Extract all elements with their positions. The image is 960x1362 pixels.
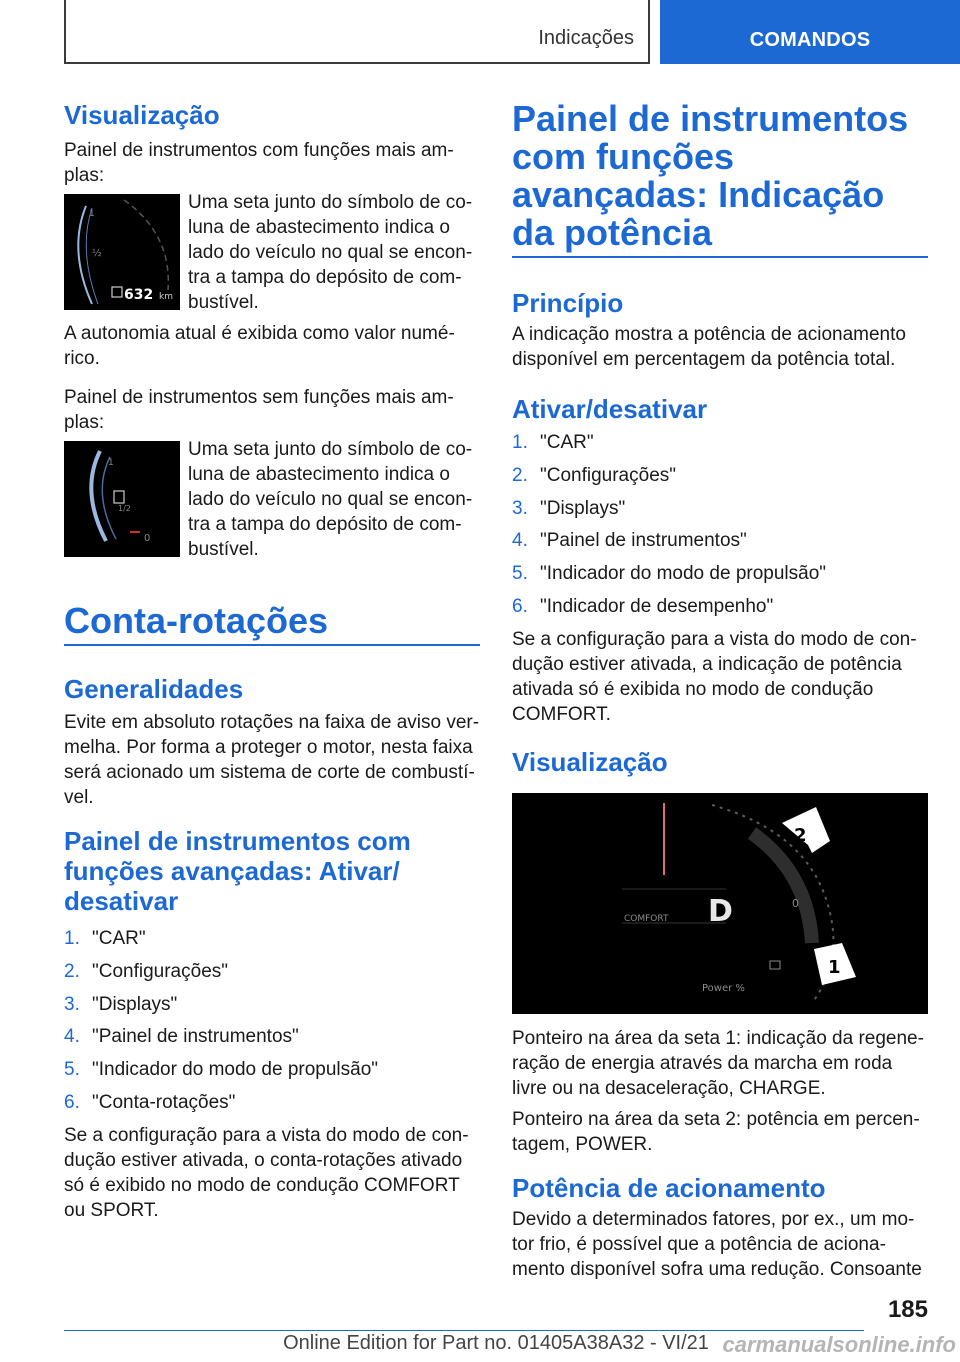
svg-text:Power %: Power % (702, 982, 745, 994)
footer-rule (64, 1330, 864, 1331)
power-display-image (512, 793, 928, 1014)
svg-text:½: ½ (92, 248, 102, 259)
steps-list-right (512, 430, 928, 619)
svg-text:2: 2 (794, 824, 807, 846)
basic-figure-caption: Uma seta junto do símbolo de co-luna de abastecimento indica o lado do veículo no qual se encon-tra a tampa do depósito de com-bustível. (188, 439, 473, 560)
range-text: A autonomia atual é exibida como valor numé-rico. (64, 323, 455, 369)
svg-text:0: 0 (144, 533, 151, 544)
note-right: Se a configuração para a vista do modo de con-dução estiver ativada, a indicação de potência ativada só é exibida no modo de condução COMFORT. (512, 628, 917, 725)
general-text: Evite em absoluto rotações na faixa de aviso ver-melha. Por forma a proteger o motor, nesta faixa será acionado um sistema de corte de combustí-vel. (64, 712, 480, 808)
basic-intro: Painel de instrumentos sem funções mais am-plas: (64, 387, 454, 433)
list-item: 6. "Conta-rotações" (64, 1091, 236, 1113)
list-item: 2. "Configurações" (512, 464, 677, 486)
arrow2-text: Ponteiro na área da seta 2: potência em percen-tagem, POWER. (512, 1108, 920, 1155)
basic-cluster-image (64, 441, 180, 557)
drive-text: Devido a determinados fatores, por ex., um mo-tor frio, é possível que a potência de aciona-mento disponível sofra uma redução. Consoante (512, 1208, 922, 1280)
steps-list-left (64, 926, 480, 1115)
drive-heading: Potência de acionamento (512, 1172, 826, 1203)
note-left: Se a configuração para a vista do modo de con-dução estiver ativada, o conta-rotações ativado só é exibido no modo de condução COMFORT ou SPORT. (64, 1124, 469, 1221)
chapter-tab (660, 0, 960, 64)
svg-text:D: D (708, 893, 733, 929)
advanced-cluster-image (64, 194, 180, 310)
chapter-title: COMANDOS (749, 29, 871, 51)
advanced-figure-caption: Uma seta junto do símbolo de co-luna de abastecimento indica o lado do veículo no qual se encon-tra a tampa do depósito de com-bustível. (188, 192, 473, 313)
section-box (64, 0, 650, 64)
svg-text:1: 1 (828, 956, 841, 978)
general-heading: Generalidades (64, 674, 244, 704)
page-number: 185 (887, 1296, 928, 1323)
svg-text:km: km (159, 292, 173, 302)
list-item: 4. "Painel de instrumentos" (512, 530, 747, 552)
advanced-cluster-figure (64, 194, 480, 315)
principle-text: A indicação mostra a potência de acionamento disponível em percentagem da potência total. (512, 324, 906, 370)
list-item: 1. "CAR" (512, 432, 594, 453)
svg-text:632: 632 (124, 287, 154, 303)
svg-text:0: 0 (792, 896, 799, 910)
list-item: 5. "Indicador do modo de propulsão" (512, 563, 827, 585)
arrow1-text: Ponteiro na área da seta 1: indicação da regene-ração de energia através da marcha em roda livre ou na desaceleração, CHARGE. (512, 1027, 924, 1099)
basic-cluster-figure (64, 441, 480, 562)
page-header (0, 0, 960, 66)
svg-text:1: 1 (108, 458, 114, 468)
power-heading: Painel de instrumentos com funções avançadas: Indicação da potência (512, 100, 928, 258)
left-column (64, 100, 480, 1223)
activate-heading-left: Painel de instrumentos com funções avançadas: Ativar/ desativar (64, 826, 411, 916)
list-item: 1. "CAR" (64, 928, 146, 949)
activate-heading-right: Ativar/desativar (512, 394, 708, 424)
list-item: 5. "Indicador do modo de propulsão" (64, 1059, 379, 1081)
list-item: 3. "Displays" (512, 497, 626, 519)
right-column (512, 100, 928, 1282)
list-item: 6. "Indicador de desempenho" (512, 595, 774, 617)
visual-heading-right: Visualização (512, 746, 668, 777)
svg-text:1: 1 (89, 209, 95, 219)
principle-heading: Princípio (512, 288, 624, 318)
section-title: Indicações (538, 27, 634, 49)
svg-text:1/2: 1/2 (118, 504, 131, 513)
advanced-intro: Painel de instrumentos com funções mais am-plas: (64, 140, 454, 186)
watermark: carmanualsonline.info (722, 1332, 956, 1357)
list-item: 2. "Configurações" (64, 960, 229, 982)
list-item: 3. "Displays" (64, 993, 178, 1015)
svg-text:COMFORT: COMFORT (624, 913, 669, 924)
tacho-heading: Conta-rotações (64, 602, 480, 646)
visual-heading: Visualização (64, 100, 220, 130)
edition-text: Online Edition for Part no. 01405A38A32 - VI/21 (283, 1332, 709, 1354)
list-item: 4. "Painel de instrumentos" (64, 1026, 299, 1048)
